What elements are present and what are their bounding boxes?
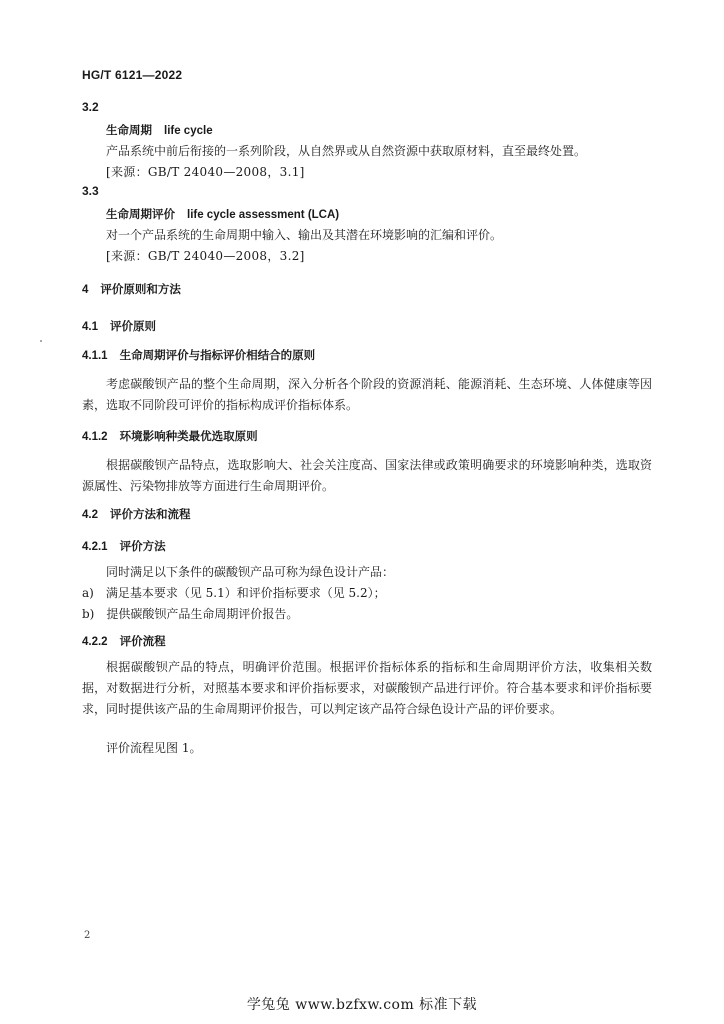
heading-title: 评价原则和方法 [100,282,181,296]
heading-number: 4.1.1 [82,350,108,362]
term-en: life cycle assessment (LCA) [187,209,340,221]
paragraph-4-2-2: 根据碳酸钡产品的特点，明确评价范围。根据评价指标体系的指标和生命周期评价方法，收集相关数据，对数据进行分析，对照基本要求和评价指标要求，对碳酸钡产品进行评价。符合基本要求和评价指标要求，同时提供该产品的生命周期评价报告，可以判定该产品符合绿色设计产品的评价要求。 [82,660,652,716]
term-zh: 生命周期评价 [106,207,175,221]
heading-title: 评价原则 [110,319,156,333]
heading-4-1 [82,318,156,334]
heading-title: 生命周期评价与指标评价相结合的原则 [119,348,316,362]
source-life-cycle: [来源：GB/T 24040—2008，3.1] [106,165,305,179]
heading-4-1-1 [82,347,315,363]
flow-note: 评价流程见图 1。 [106,741,202,755]
heading-4 [82,281,181,297]
conditions-intro: 同时满足以下条件的碳酸钡产品可称为绿色设计产品： [106,565,395,579]
clause-number-3-2: 3.2 [82,100,99,114]
paragraph-4-1-2: 根据碳酸钡产品特点，选取影响大、社会关注度高、国家法律或政策明确要求的环境影响种类，选取资源属性、污染物排放等方面进行生命周期评价。 [82,458,652,493]
heading-number: 4.1 [82,321,98,333]
heading-number: 4 [82,284,89,296]
term-lca [106,206,339,222]
site-watermark-footer: 学兔兔 www.bzfxw.com 标准下载 [246,997,478,1013]
heading-4-2-1 [82,538,166,554]
heading-title: 评价流程 [119,634,166,648]
heading-number: 4.1.2 [82,431,108,443]
term-zh: 生命周期 [106,123,152,137]
heading-title: 评价方法 [119,539,166,553]
paragraph-4-1-1: 考虑碳酸钡产品的整个生命周期，深入分析各个阶段的资源消耗、能源消耗、生态环境、人体健康等因素，选取不同阶段可评价的指标构成评价指标体系。 [82,377,652,412]
page-number: 2 [84,930,91,941]
list-item-b: b) 提供碳酸钡产品生命周期评价报告。 [82,607,299,621]
heading-number: 4.2.1 [82,541,108,553]
term-en: life cycle [164,125,213,137]
list-item-a: a) 满足基本要求（见 5.1）和评价指标要求（见 5.2）； [82,586,386,600]
heading-title: 环境影响种类最优选取原则 [119,429,258,443]
definition-life-cycle: 产品系统中前后衔接的一系列阶段，从自然界或从自然资源中获取原材料，直至最终处置。 [106,144,587,158]
term-life-cycle [106,122,213,138]
scan-speck [40,340,42,342]
heading-4-2 [82,506,191,522]
heading-4-2-2 [82,633,166,649]
heading-title: 评价方法和流程 [110,507,191,521]
heading-number: 4.2 [82,509,98,521]
clause-number-3-3: 3.3 [82,184,99,198]
heading-4-1-2 [82,428,258,444]
heading-number: 4.2.2 [82,636,108,648]
source-lca: [来源：GB/T 24040—2008，3.2] [106,249,305,263]
standard-number: HG/T 6121—2022 [82,68,183,82]
definition-lca: 对一个产品系统的生命周期中输入、输出及其潜在环境影响的汇编和评价。 [106,228,503,242]
